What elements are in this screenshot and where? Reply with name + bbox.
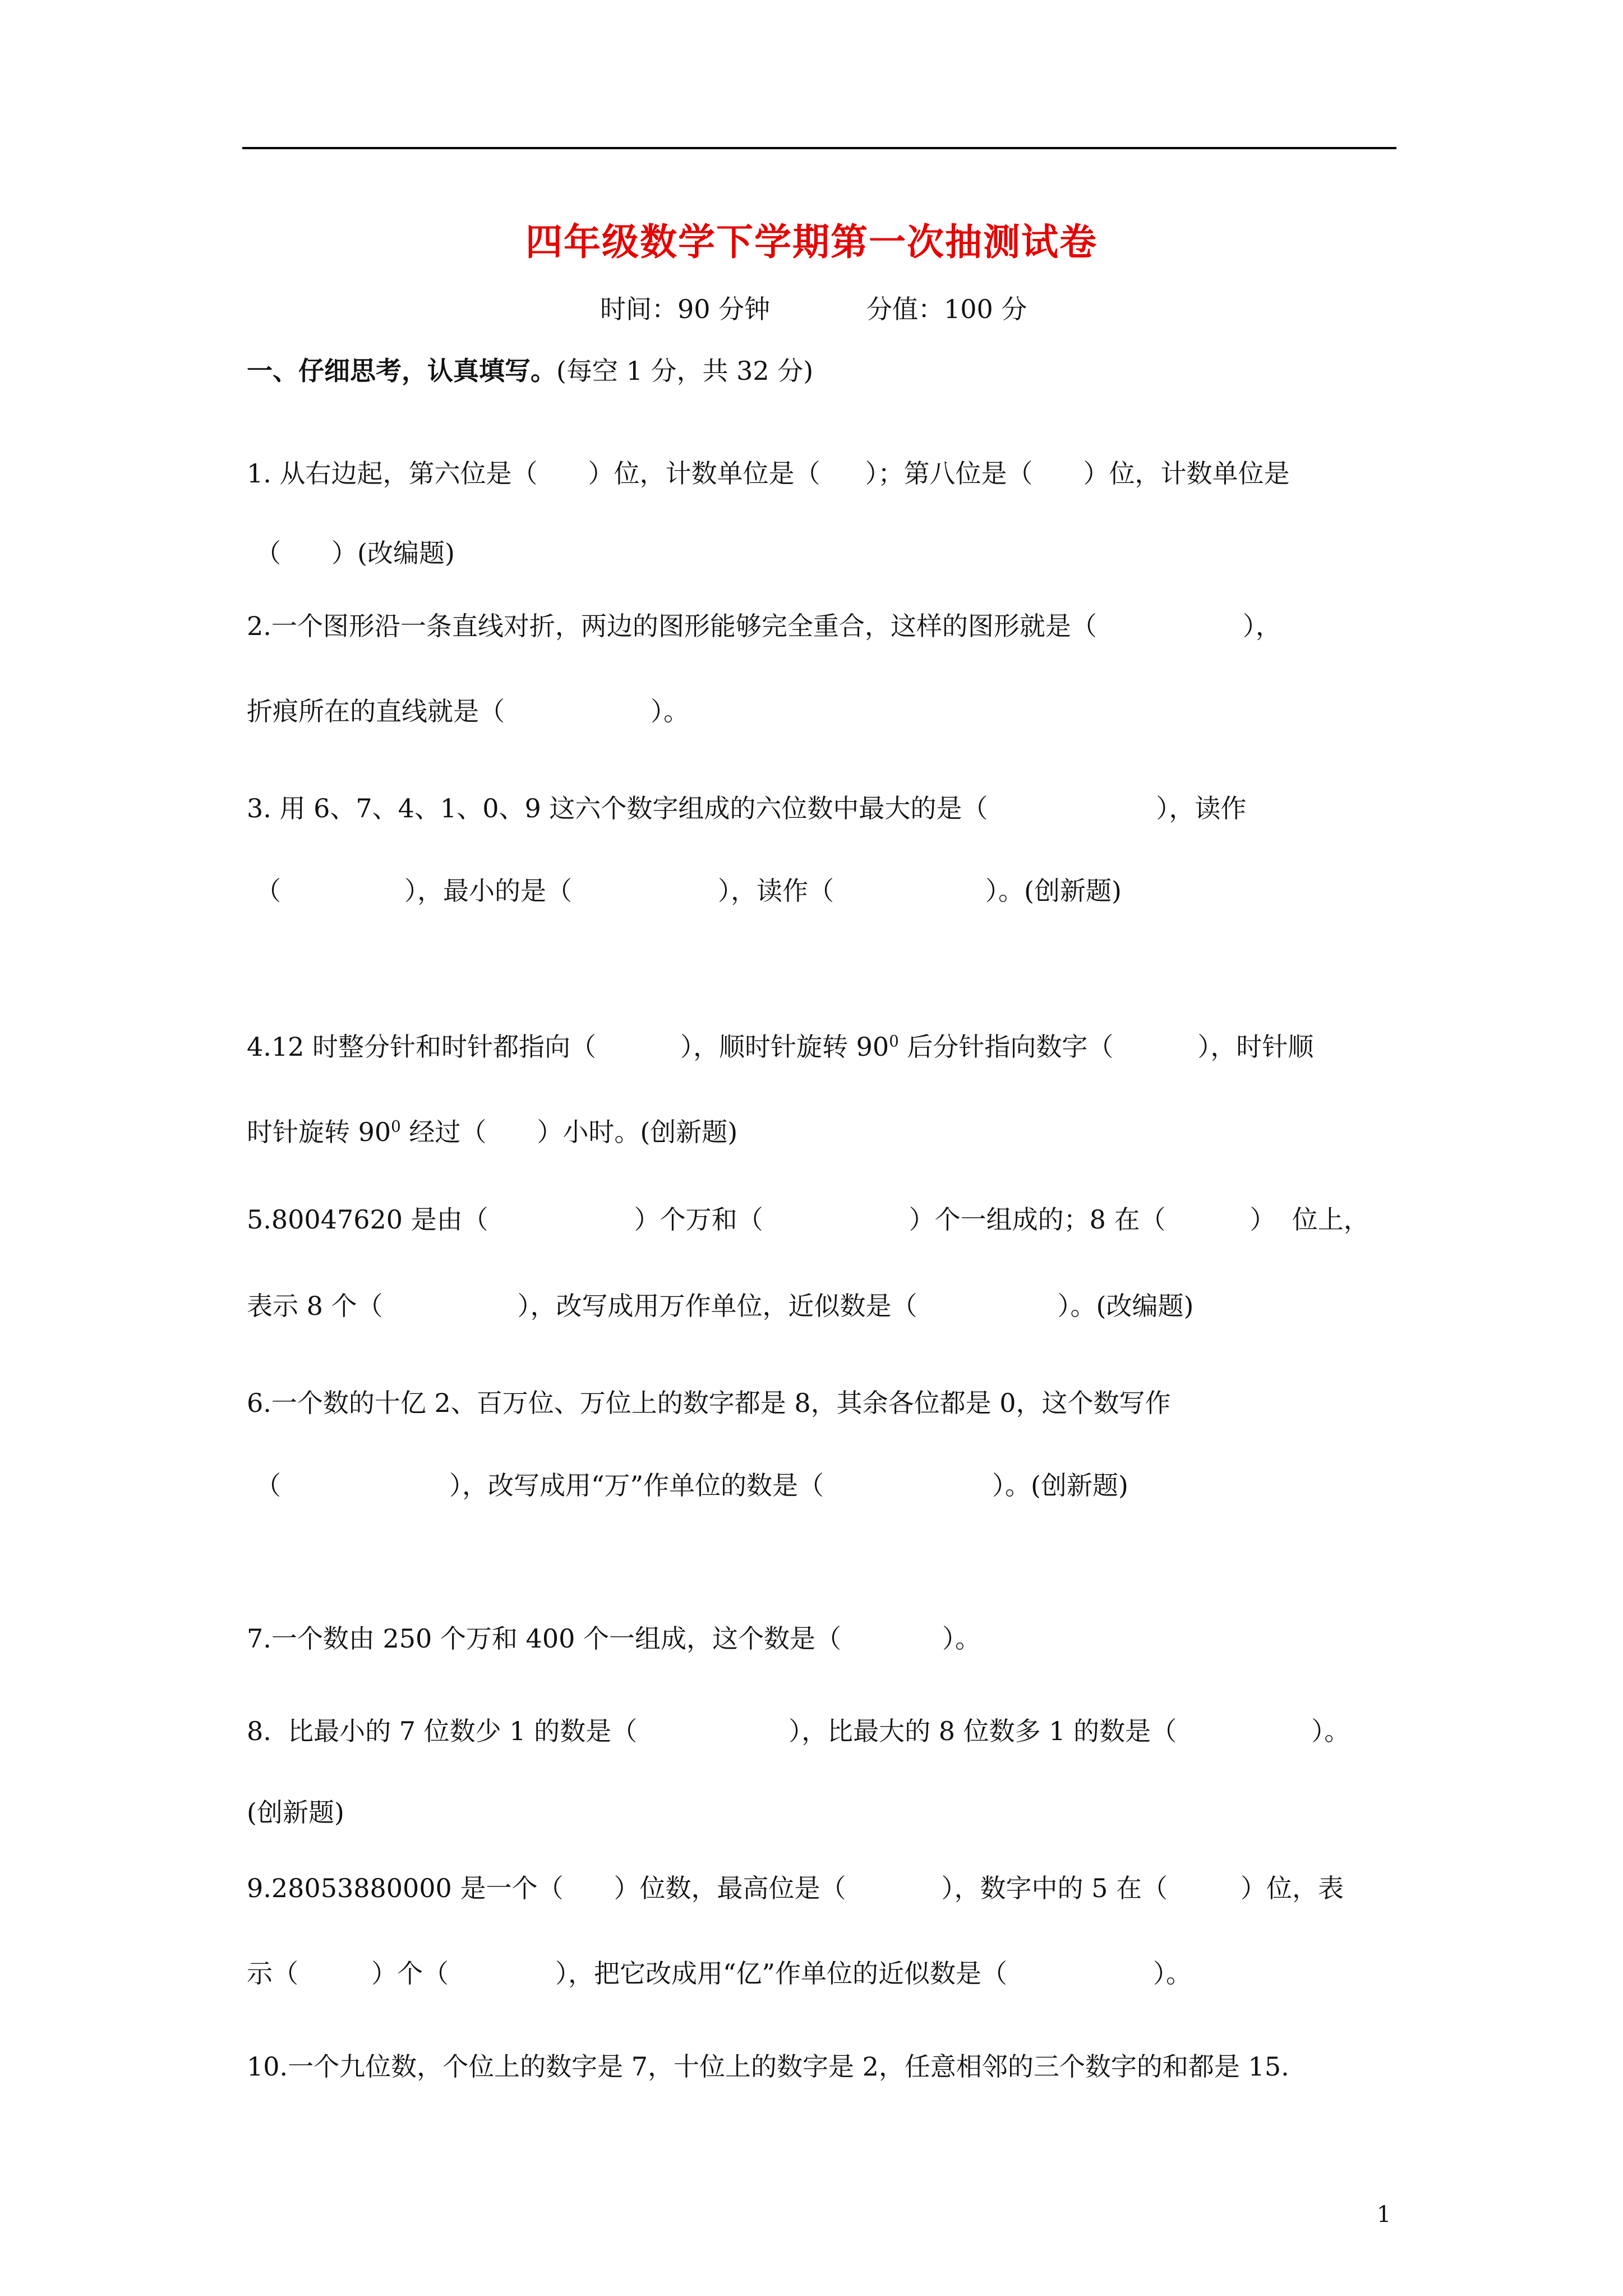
q3-text-c: （: [255, 876, 281, 906]
q4-text-d: ），时针顺: [1197, 1032, 1314, 1062]
q4-text-c: 后分针指向数字（: [898, 1032, 1114, 1062]
q6-text-c: ），改写成用“万”作单位的数是（: [449, 1470, 824, 1501]
answer-blank[interactable]: [917, 1289, 1058, 1315]
q2-text-a: 2.一个图形沿一条直线对折，两边的图形能够完全重合，这样的图形就是（: [247, 611, 1097, 641]
answer-blank[interactable]: [763, 1203, 909, 1228]
answer-blank[interactable]: [298, 1957, 371, 1982]
question-9-line-1: [247, 1868, 1344, 1905]
q1-text-b: ）位，计数单位是（: [588, 458, 820, 489]
answer-blank[interactable]: [572, 874, 718, 900]
question-3-line-2: [255, 871, 1122, 908]
question-7-line-1: [247, 1618, 981, 1655]
answer-blank[interactable]: [1007, 1957, 1153, 1982]
q9-text-c: ），数字中的 5 在（: [941, 1873, 1168, 1903]
answer-blank[interactable]: [505, 694, 651, 720]
q3-text-b: ），读作: [1156, 793, 1247, 823]
answer-blank[interactable]: [637, 1714, 789, 1740]
answer-blank[interactable]: [1166, 1203, 1250, 1228]
question-8-line-1: [247, 1711, 1350, 1748]
q1-text-f: ）(改编题): [331, 538, 455, 568]
q4-text-f: 经过（: [400, 1117, 487, 1147]
q8-text-b: ），比最大的 8 位数多 1 的数是（: [789, 1716, 1177, 1746]
q4-text-g: ）小时。(创新题): [537, 1117, 738, 1147]
question-2-line-1: [247, 606, 1281, 643]
question-8-line-2: [247, 1792, 344, 1829]
page-number: 1: [1377, 2202, 1391, 2228]
question-4-line-2: [247, 1112, 737, 1149]
q9-text-b: ）位数，最高位是（: [614, 1873, 846, 1903]
answer-blank[interactable]: [846, 1871, 941, 1897]
answer-blank[interactable]: [1168, 1871, 1241, 1897]
q8-text-a: 8. 比最小的 7 位数少 1 的数是（: [247, 1716, 638, 1746]
question-9-line-2: [247, 1953, 1192, 1990]
q8-text-d: (创新题): [247, 1797, 344, 1828]
question-5-line-1: [247, 1199, 1370, 1236]
q9-text-d: ）位，表: [1240, 1873, 1344, 1903]
q6-text-a: 6.一个数的十亿 2、百万位、万位上的数字都是 8，其余各位都是 0，这个数写作: [247, 1388, 1171, 1418]
q3-text-f: ）。(创新题): [985, 876, 1122, 906]
q5-text-e: 表示 8 个（: [247, 1291, 383, 1321]
answer-blank[interactable]: [820, 457, 865, 482]
section-title: 一、仔细思考，认真填写。: [247, 356, 556, 386]
question-2-line-2: [247, 691, 689, 728]
section-points: (每空 1 分，共 32 分): [556, 356, 814, 386]
q5-text-a: 5.80047620 是由（: [247, 1204, 488, 1235]
q3-text-e: ），读作（: [718, 876, 834, 906]
answer-blank[interactable]: [563, 1871, 614, 1897]
q3-text-a: 3. 用 6、7、4、1、0、9 这六个数字组成的六位数中最大的是（: [247, 793, 988, 823]
q2-text-d: ）。: [651, 696, 689, 726]
q4-text-e: 时针旋转 90: [247, 1117, 391, 1147]
q5-text-d: ） 位上，: [1249, 1204, 1370, 1235]
q9-text-e: 示（: [247, 1958, 298, 1989]
q1-text-e: （: [255, 538, 281, 568]
header-rule: [242, 147, 1396, 149]
q1-text-d: ）位，计数单位是: [1083, 458, 1290, 489]
q2-text-b: ），: [1242, 611, 1281, 641]
answer-blank[interactable]: [449, 1957, 555, 1982]
answer-blank[interactable]: [841, 1622, 942, 1648]
exam-score: 分值：100 分: [866, 294, 1027, 324]
q9-text-h: ）。: [1153, 1958, 1192, 1989]
answer-blank[interactable]: [596, 1030, 680, 1056]
answer-blank[interactable]: [1033, 457, 1083, 482]
q5-text-b: ）个万和（: [634, 1204, 763, 1235]
q7-text-a: 7.一个数由 250 个万和 400 个一组成，这个数是（: [247, 1623, 841, 1654]
q6-text-b: （: [255, 1470, 281, 1501]
question-6-line-2: [255, 1465, 1128, 1502]
exam-time: 时间：90 分钟: [600, 294, 771, 324]
answer-blank[interactable]: [538, 457, 588, 482]
answer-blank[interactable]: [988, 792, 1156, 817]
answer-blank[interactable]: [281, 1469, 449, 1494]
answer-blank[interactable]: [486, 1115, 537, 1141]
answer-blank[interactable]: [834, 874, 985, 900]
answer-blank[interactable]: [1113, 1030, 1197, 1056]
answer-blank[interactable]: [1177, 1714, 1311, 1740]
q3-text-d: ），最小的是（: [404, 876, 572, 906]
answer-blank[interactable]: [1097, 609, 1243, 635]
q1-text-c: ）；第八位是（: [865, 458, 1033, 489]
answer-blank[interactable]: [281, 874, 404, 900]
degree-superscript: 0: [391, 1117, 401, 1136]
question-3-line-1: [247, 788, 1246, 825]
q5-text-c: ）个一组成的；8 在（: [909, 1204, 1166, 1235]
q9-text-g: ），把它改成用“亿”作单位的近似数是（: [555, 1958, 1008, 1989]
question-6-line-1: [247, 1383, 1171, 1420]
q5-text-f: ），改写成用万作单位，近似数是（: [517, 1291, 917, 1321]
degree-superscript: 0: [889, 1032, 899, 1051]
exam-title: 四年级数学下学期第一次抽测试卷: [525, 220, 1098, 264]
q6-text-d: ）。(创新题): [992, 1470, 1128, 1501]
answer-blank[interactable]: [488, 1203, 634, 1228]
answer-blank[interactable]: [383, 1289, 518, 1315]
q2-text-c: 折痕所在的直线就是（: [247, 696, 505, 726]
q4-text-b: ），顺时针旋转 90: [680, 1032, 889, 1062]
q4-text-a: 4.12 时整分针和时针都指向（: [247, 1032, 597, 1062]
question-1-line-1: [247, 453, 1290, 490]
q9-text-f: ）个（: [371, 1958, 449, 1989]
answer-blank[interactable]: [281, 536, 331, 562]
q8-text-c: ）。: [1311, 1716, 1350, 1746]
question-10-line-1: [247, 2046, 1289, 2083]
q1-text-a: 1. 从右边起，第六位是（: [247, 458, 538, 489]
answer-blank[interactable]: [824, 1469, 992, 1494]
q5-text-g: ）。(改编题): [1057, 1291, 1194, 1321]
question-4-line-1: [247, 1027, 1313, 1064]
question-1-line-2: [255, 533, 455, 570]
question-5-line-2: [247, 1286, 1193, 1323]
q7-text-b: ）。: [942, 1623, 981, 1654]
section-heading: [247, 351, 813, 388]
q9-text-a: 9.28053880000 是一个（: [247, 1873, 564, 1903]
q10-text-a: 10.一个九位数，个位上的数字是 7，十位上的数字是 2，任意相邻的三个数字的和都是 15.: [247, 2051, 1289, 2082]
